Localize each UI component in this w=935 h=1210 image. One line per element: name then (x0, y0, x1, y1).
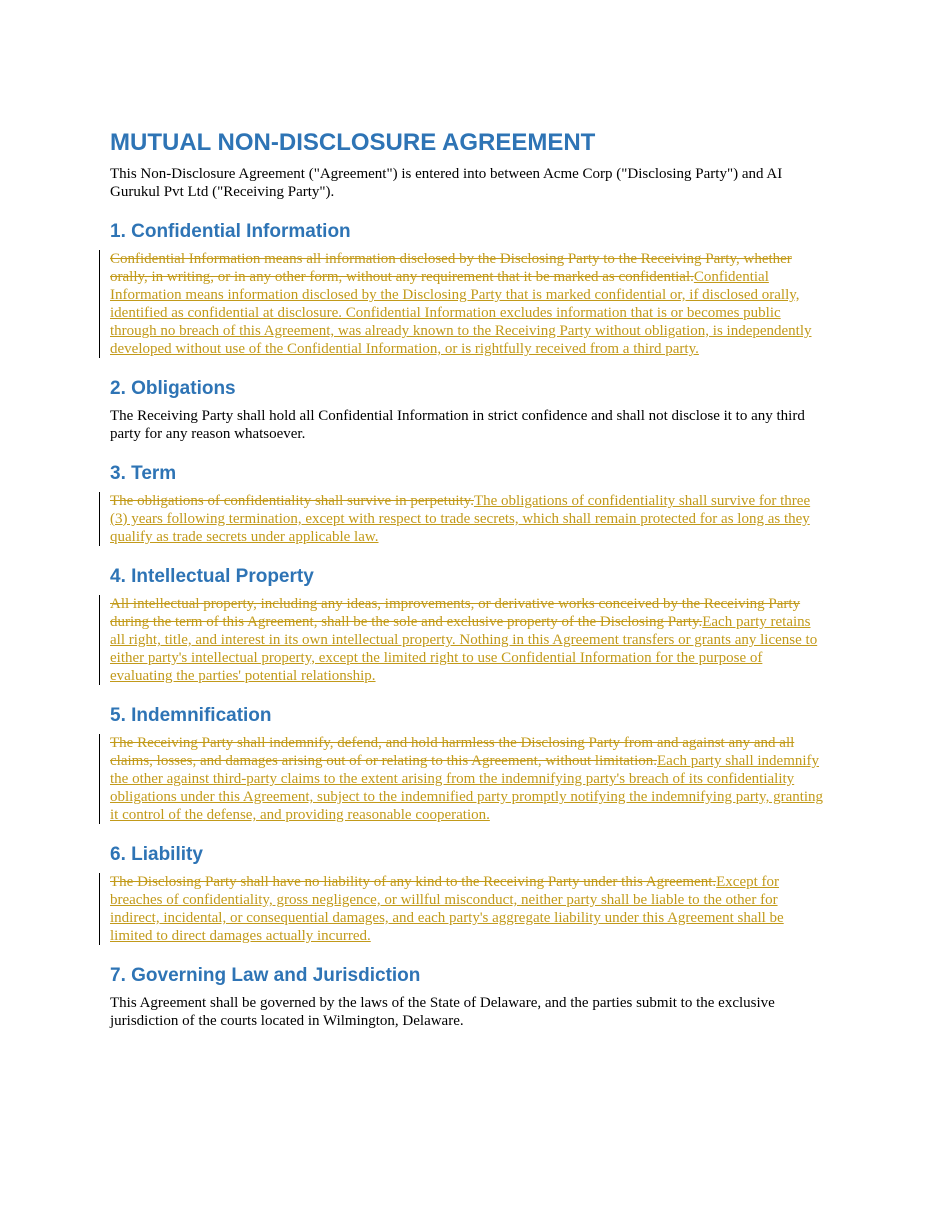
intro-paragraph: This Non-Disclosure Agreement ("Agreement") is entered into between Acme Corp ("Disclosing Party") and AI Gurukul Pvt Ltd ("Receiving Party"). (110, 166, 783, 200)
section-heading: 4. Intellectual Property (110, 566, 314, 587)
tracked-change-paragraph (110, 595, 826, 685)
section-heading: 3. Term (110, 463, 177, 484)
section-heading: 7. Governing Law and Jurisdiction (110, 965, 421, 986)
section-paragraph: The Receiving Party shall hold all Confidential Information in strict confidence and shall not disclose it to any third party for any reason whatsoever. (110, 408, 805, 442)
deleted-text: All intellectual property, including any ideas, improvements, or derivative works conceived by the Receiving Party during the term of this Agreement, shall be the sole and exclusive property of the Disclosing Party. (110, 596, 801, 630)
section-heading: 2. Obligations (110, 378, 236, 399)
section-paragraph: This Agreement shall be governed by the laws of the State of Delaware, and the parties submit to the exclusive jurisdiction of the courts located in Wilmington, Delaware. (110, 995, 775, 1029)
section-governing-law (110, 964, 826, 1030)
deleted-text: Confidential Information means all information disclosed by the Disclosing Party to the Receiving Party, whether orally, in writing, or in any other form, without any requirement that it be marked as confidential. (110, 251, 792, 285)
section-intellectual-property (110, 565, 826, 685)
deleted-text: The Receiving Party shall indemnify, defend, and hold harmless the Disclosing Party from and against any and all claims, losses, and damages arising out of or relating to this Agreement, without limitation. (110, 735, 795, 769)
deleted-text: The obligations of confidentiality shall survive in perpetuity. (110, 493, 474, 509)
section-heading: 6. Liability (110, 844, 203, 865)
section-confidential-information (110, 220, 826, 358)
inserted-text: Confidential Information means information disclosed by the Disclosing Party that is marked confidential or, if disclosed orally, identified as confidential at disclosure. Confidential Information excludes information that is or becomes public through no breach of this Agreement, was already known to the Receiving Party without obligation, is independently developed without use of the Confidential Information, or is rightfully received from a third party. (110, 269, 812, 357)
section-indemnification (110, 704, 826, 824)
tracked-change-paragraph (110, 873, 826, 945)
inserted-text: The obligations of confidentiality shall survive for three (3) years following termination, except with respect to trade secrets, which shall remain protected for as long as they qualify as trade secrets under applicable law. (110, 493, 811, 545)
tracked-change-paragraph (110, 734, 826, 824)
deleted-text: The Disclosing Party shall have no liability of any kind to the Receiving Party under this Agreement. (110, 874, 717, 890)
inserted-text: Each party retains all right, title, and interest in its own intellectual property. Nothing in this Agreement transfers or grants any license to either party's intellectual property, except the limited right to use Confidential Information for the purpose of evaluating the parties' potential relationship. (110, 614, 818, 684)
section-liability (110, 843, 826, 945)
section-obligations (110, 377, 826, 443)
tracked-change-paragraph (110, 492, 826, 546)
document-body (110, 128, 826, 1030)
section-heading: 5. Indemnification (110, 705, 272, 726)
section-heading: 1. Confidential Information (110, 221, 351, 242)
inserted-text: Except for breaches of confidentiality, gross negligence, or willful misconduct, neither party shall be liable to the other for indirect, incidental, or consequential damages, and each party's aggregate liability under this Agreement shall be limited to direct damages actually incurred. (110, 874, 784, 944)
section-term (110, 462, 826, 546)
inserted-text: Each party shall indemnify the other against third-party claims to the extent arising from the indemnifying party's breach of its confidentiality obligations under this Agreement, subject to the indemnified party promptly notifying the indemnifying party, granting it control of the defense, and providing reasonable cooperation. (110, 753, 824, 823)
tracked-change-paragraph (110, 250, 826, 358)
document-title: MUTUAL NON-DISCLOSURE AGREEMENT (110, 129, 596, 156)
